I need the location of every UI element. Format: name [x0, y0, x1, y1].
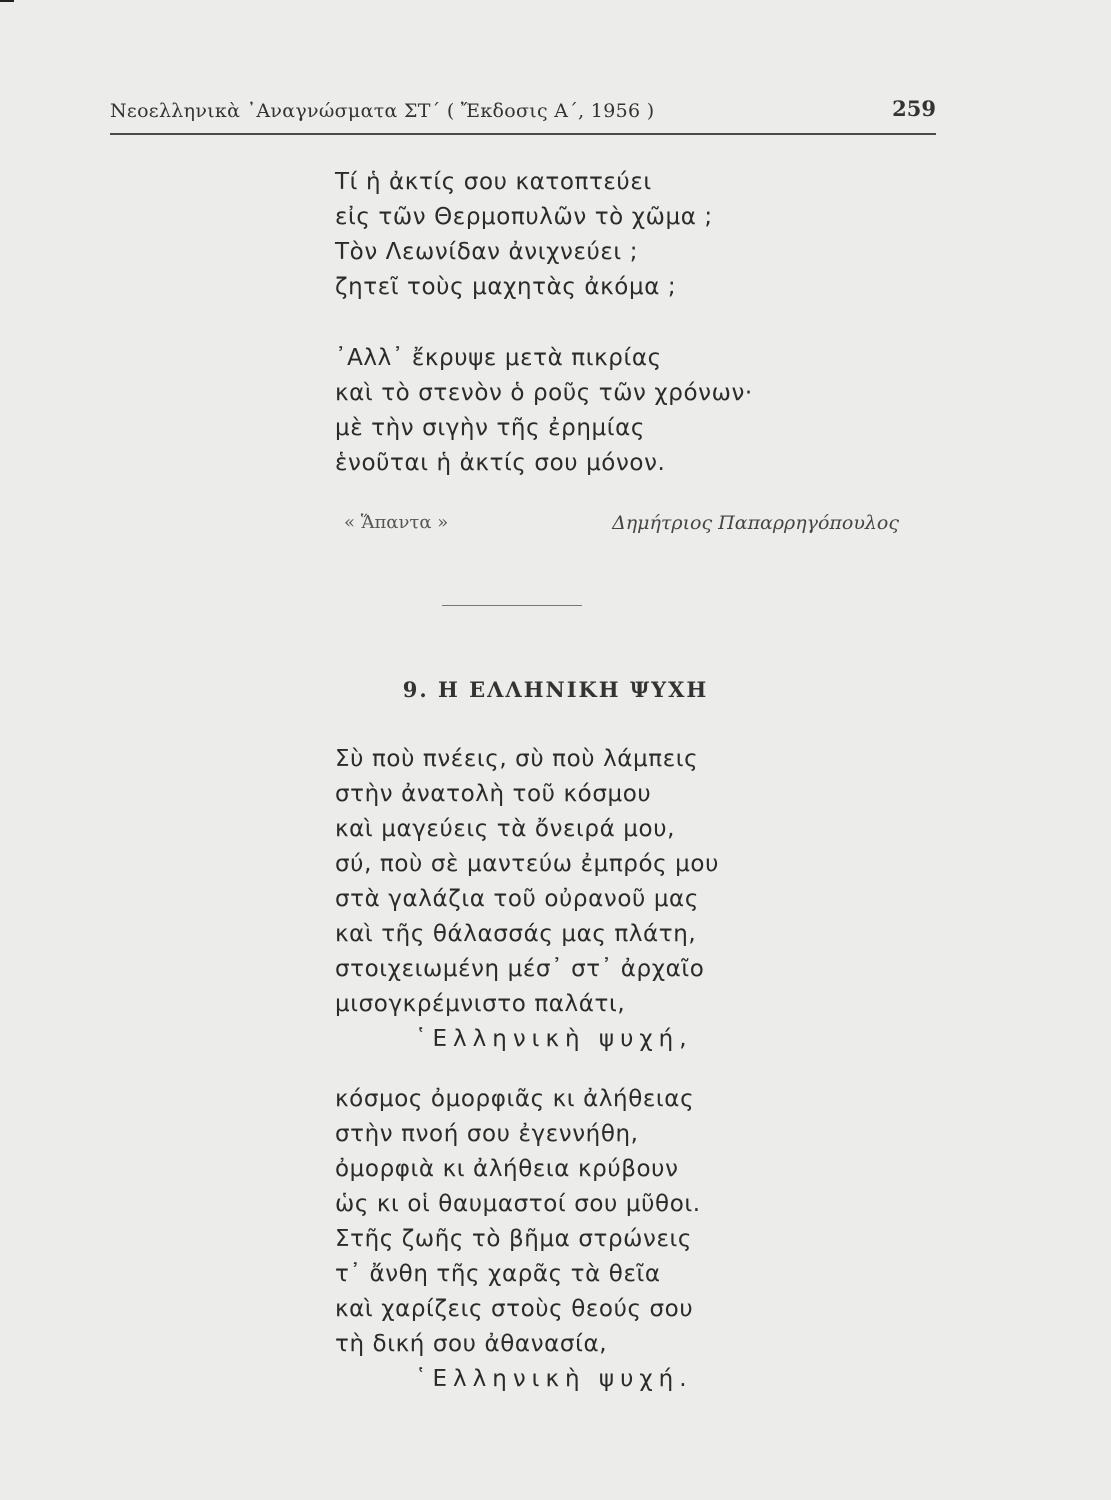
verse-line: Τὸν Λεωνίδαν ἀνιχνεύει ; — [335, 239, 639, 265]
verse-line: τ᾿ ἄνθη τῆς χαρᾶς τὰ θεῖα — [335, 1261, 661, 1287]
verse-line: ζητεῖ τοὺς μαχητὰς ἀκόμα ; — [335, 274, 677, 300]
verse-line: ὡς κι οἱ θαυμαστοί σου μῦθοι. — [335, 1191, 701, 1217]
verse-line: ᾿Αλλ᾿ ἔκρυψε μετὰ πικρίας — [335, 345, 662, 371]
poem-1-stanza-1 — [335, 165, 713, 305]
verse-line: ἑνοῦται ἡ ἀκτίς σου μόνον. — [335, 450, 666, 476]
verse-line: Στῆς ζωῆς τὸ βῆμα στρώνεις — [335, 1226, 692, 1252]
poem-2-stanza-1 — [335, 742, 719, 1057]
verse-line: εἰς τῶν Θερμοπυλῶν τὸ χῶμα ; — [335, 204, 713, 230]
verse-line: σύ, ποὺ σὲ μαντεύω ἐμπρός μου — [335, 851, 719, 877]
verse-line: μισογκρέμνιστο παλάτι, — [335, 991, 626, 1017]
section-divider — [442, 605, 582, 606]
verse-line: στὴν πνοή σου ἐγεννήθη, — [335, 1121, 639, 1147]
corner-mark — [0, 0, 14, 2]
page-number: 259 — [892, 96, 936, 121]
poem-1-author: Δημήτριος Παπαρρηγόπουλος — [612, 512, 899, 534]
verse-line: ὀμορφιὰ κι ἀλήθεια κρύβουν — [335, 1156, 679, 1182]
running-title: Νεοελληνικὰ ᾿Αναγνώσματα ΣΤ΄ ( Ἔκδοσις Α΄, 1956 ) — [110, 100, 655, 122]
verse-line: μὲ τὴν σιγὴν τῆς ἐρημίας — [335, 415, 645, 441]
verse-line: τὴ δική σου ἀθανασία, — [335, 1331, 608, 1357]
verse-line: Σὺ ποὺ πνέεις, σὺ ποὺ λάμπεις — [335, 746, 699, 772]
header-rule — [110, 133, 936, 135]
running-head — [110, 96, 936, 130]
poem-2-title: 9. Η ΕΛΛΗΝΙΚΗ ΨΥΧΗ — [402, 677, 709, 702]
poem-2-stanza-2 — [335, 1082, 701, 1397]
verse-line: καὶ τῆς θάλασσάς μας πλάτη, — [335, 921, 697, 947]
verse-line: καὶ τὸ στενὸν ὁ ροῦς τῶν χρόνων· — [335, 380, 753, 406]
poem-1-stanza-2 — [335, 341, 753, 481]
verse-line: στοιχειωμένη μέσ᾿ στ᾿ ἀρχαῖο — [335, 956, 705, 982]
refrain-line: ῾Ελληνικὴ ψυχή, — [415, 1026, 693, 1052]
verse-line: στὴν ἀνατολὴ τοῦ κόσμου — [335, 781, 652, 807]
poem-1-source: « Ἅπαντα » — [344, 512, 449, 533]
refrain-line: ῾Ελληνικὴ ψυχή. — [415, 1366, 693, 1392]
verse-line: καὶ χαρίζεις στοὺς θεούς σου — [335, 1296, 694, 1322]
verse-line: Τί ἡ ἀκτίς σου κατοπτεύει — [335, 169, 652, 195]
verse-line: καὶ μαγεύεις τὰ ὄνειρά μου, — [335, 816, 676, 842]
verse-line: στὰ γαλάζια τοῦ οὐρανοῦ μας — [335, 886, 699, 912]
verse-line: κόσμος ὀμορφιᾶς κι ἀλήθειας — [335, 1086, 695, 1112]
